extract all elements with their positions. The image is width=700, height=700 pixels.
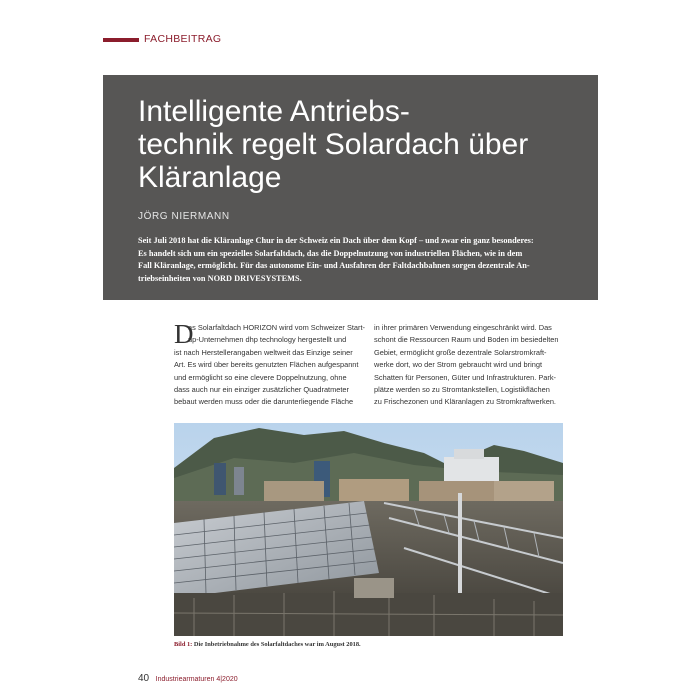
title-line: Intelligente Antriebs-	[138, 95, 410, 128]
drop-cap: D	[174, 319, 194, 349]
title-line: technik regelt Solardach über	[138, 128, 529, 161]
body-column-right	[374, 322, 569, 409]
body-line: Schatten für Personen, Güter und Infrastrukturen. Park-	[374, 372, 556, 382]
lead-line: Fall Kläranlage, ermöglicht. Für das autonome Ein- und Ausfahren der Faltdachbahnen sorgen dezentrale An-	[138, 261, 530, 270]
article-title	[138, 95, 578, 194]
lead-line: Es handelt sich um ein spezielles Solarfaltdach, das die Doppelnutzung von industriellen Flächen, wie in dem	[138, 248, 523, 258]
section-accent-bar	[103, 38, 139, 42]
body-line: up-Unternehmen dhp technology hergestellt und	[188, 335, 347, 345]
magazine-name: Industriearmaturen 4|2020	[155, 676, 238, 683]
body-line: werke dort, wo der Strom gebraucht wird und bringt	[374, 360, 543, 370]
body-line: dass auch nur ein einziger zusätzlicher Quadratmeter	[174, 385, 350, 395]
body-line: as Solarfaltdach HORIZON wird vom Schweizer Start-	[188, 323, 366, 332]
body-line: schont die Ressourcen Raum und Boden im besiedelten	[374, 335, 559, 345]
body-column-left	[174, 319, 366, 409]
body-line: zu Frischezonen und Kläranlagen zu Stromkraftwerken.	[374, 397, 556, 407]
photo-caption	[174, 641, 563, 648]
body-line: und ermöglicht so eine clevere Doppelnutzung, ohne	[174, 372, 347, 382]
title-line: Kläranlage	[138, 161, 282, 194]
body-line: ist nach Herstellerangaben weltweit das Einzige seiner	[174, 347, 353, 357]
body-line: in ihrer primären Verwendung eingeschränkt wird. Das	[374, 323, 552, 332]
body-line: bebaut werden muss oder die darunterliegende Fläche	[174, 397, 354, 407]
article-header-box	[103, 75, 598, 300]
article-lead	[138, 235, 588, 285]
lead-line: Seit Juli 2018 hat die Kläranlage Chur in der Schweiz ein Dach über dem Kopf – und zwar ein ganz besonderes:	[138, 236, 534, 245]
article-author: JÖRG NIERMANN	[138, 211, 230, 222]
page-number: 40	[138, 673, 150, 684]
caption-label: Bild 1:	[174, 641, 193, 648]
page-footer	[138, 673, 238, 684]
section-label: FACHBEITRAG	[144, 33, 222, 45]
lead-line: triebseinheiten von NORD DRIVESYSTEMS.	[138, 273, 302, 283]
body-line: Art. Es wird über bereits genutzten Flächen aufgespannt	[174, 360, 359, 370]
body-line: plätze werden so zu Stromtankstellen, Logistikflächen	[374, 385, 550, 395]
body-line: Gebiet, ermöglicht große dezentrale Solarstromkraft-	[374, 347, 547, 357]
solar-roof-photo	[174, 423, 563, 636]
caption-text: Die Inbetriebnahme des Solarfaltdaches war im August 2018.	[193, 641, 361, 648]
